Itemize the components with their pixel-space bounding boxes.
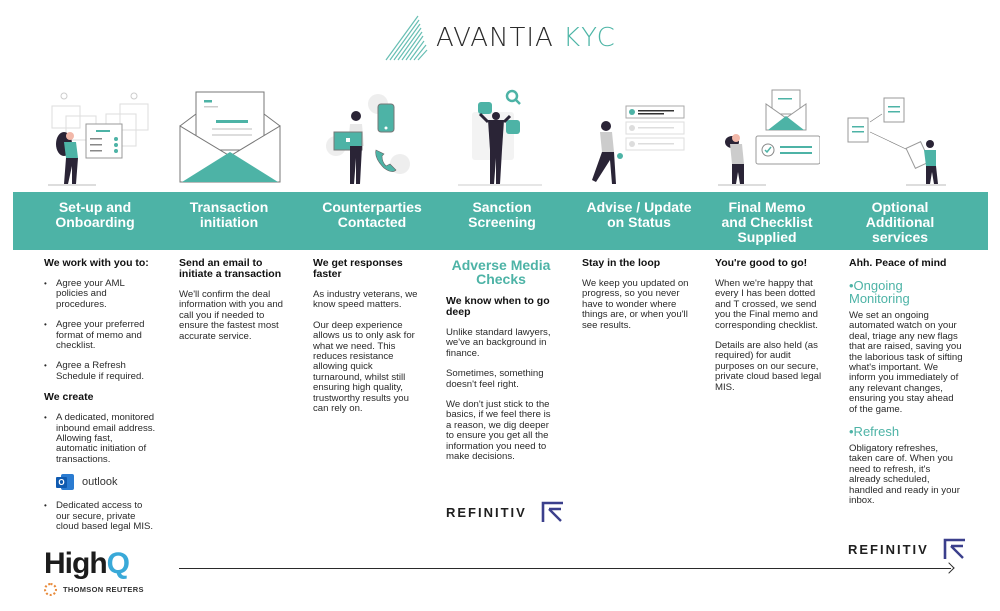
col3-paragraph: Our deep experience allows us to only ask for what we need. This reduces resistance allowing quick turnaround, whilst still ensuring high quality, trustworthy results you can rely on. — [313, 319, 415, 415]
counterparties-illustration — [326, 86, 412, 186]
column-counterparties — [313, 258, 423, 424]
col1-bullet-list3 — [44, 501, 156, 532]
highq-wordmark: HighQ — [44, 547, 129, 580]
col7-heading: Ahh. Peace of mind — [849, 257, 947, 269]
col6-heading: You're good to go! — [715, 257, 808, 269]
ongoing-monitoring-heading: •Ongoing Monitoring — [849, 278, 910, 306]
col1-bullet-list — [44, 279, 156, 382]
column-transaction-initiation — [179, 258, 291, 352]
arrow-right-icon — [943, 562, 954, 573]
email-envelope-illustration — [178, 86, 282, 186]
col5-paragraph: We keep you updated on progress, so you never have to wonder where things are, or when you'll see results. — [582, 278, 689, 331]
refinitiv-icon — [541, 501, 565, 523]
column-sanction-screening — [446, 258, 556, 472]
refinitiv-logo-sanction: REFINITIV — [446, 501, 565, 523]
col5-heading: Stay in the loop — [582, 257, 661, 269]
col6-paragraph: Details are also held (as required) for audit purposes on our secure, private cloud based legal MIS. — [715, 340, 822, 393]
col2-paragraph: We'll confirm the deal information with you and call you if needed to ensure the fastest most accurate service. — [179, 289, 283, 342]
step-title-counterparties-contacted: Counterparties Contacted — [322, 199, 422, 230]
list-item: • Agree your AML policies and procedures. — [44, 279, 156, 310]
list-item: • Agree your preferred format of memo and checklist. — [44, 320, 156, 351]
outlook-label: outlook — [82, 476, 118, 489]
column-advise-update — [582, 258, 694, 341]
column-final-memo — [715, 258, 827, 403]
list-item: • Agree a Refresh Schedule if required. — [44, 361, 156, 382]
refresh-heading: •Refresh — [849, 424, 900, 440]
outlook-badge — [56, 473, 156, 491]
outlook-icon: O — [56, 473, 74, 491]
col7-paragraph: Obligatory refreshes, taken care of. When you need to refresh, it's already scheduled, handled and ready in your inbox. — [849, 443, 960, 507]
col1-heading: We work with you to: — [44, 257, 149, 269]
col4-heading: We know when to go deep — [446, 295, 550, 318]
optional-services-illustration — [846, 86, 946, 186]
col1-heading2: We create — [44, 391, 94, 404]
col6-paragraph: When we're happy that every I has been dotted and T crossed, we send you the Final memo and corresponding checklist. — [715, 278, 818, 331]
avantia-kyc-logo — [380, 14, 616, 62]
col3-paragraph: As industry veterans, we know speed matters. — [313, 289, 418, 311]
logo-triangle-icon — [380, 14, 432, 62]
refinitiv-logo-optional: REFINITIV — [848, 538, 967, 560]
column-optional-services — [849, 258, 964, 517]
logo-text: AVANTIA KYC — [436, 23, 616, 53]
timeline-arrow-line — [179, 568, 951, 569]
step-title-transaction-initiation: Transaction initiation — [189, 199, 269, 230]
sanction-screening-illustration — [458, 86, 542, 186]
step-title-final-memo: Final Memo and Checklist Supplied — [721, 199, 813, 245]
thomson-reuters-logo: THOMSON REUTERS — [44, 583, 144, 596]
adverse-media-checks-heading: Adverse Media Checks — [451, 257, 551, 287]
highq-logo — [44, 548, 144, 596]
col4-paragraph: Unlike standard lawyers, we've an background in finance. — [446, 327, 551, 359]
step-title-sanction-screening: Sanction Screening — [468, 199, 536, 230]
col2-heading: Send an email to initiate a transaction — [179, 257, 282, 280]
col4-paragraph: Sometimes, something doesn't feel right. — [446, 368, 544, 390]
step-title-optional-services: Optional Additional services — [865, 199, 935, 245]
final-memo-illustration — [716, 86, 820, 186]
column-setup-onboarding — [44, 258, 156, 543]
onboarding-illustration — [44, 86, 154, 186]
list-item: • Dedicated access to our secure, private cloud based legal MIS. — [44, 501, 156, 532]
refinitiv-icon — [943, 538, 967, 560]
col4-paragraph: We don't just stick to the basics, if we feel there is a reason, we dig deeper to ensure you get all the information you need to make decisions. — [446, 399, 551, 463]
col7-paragraph: We set an ongoing automated watch on your deal, triage any new flags that are raised, saving you the laborious task of sifting what's important. We inform you immediately of any relevant changes, ensuring you stay ahead of the game. — [849, 310, 963, 415]
col1-bullet-list2 — [44, 413, 156, 465]
thomson-reuters-icon — [44, 583, 57, 596]
status-update-illustration — [582, 86, 686, 186]
step-title-setup-onboarding: Set-up and Onboarding — [55, 199, 135, 230]
list-item: • A dedicated, monitored inbound email address. Allowing fast, automatic initiation of transactions. — [44, 413, 156, 465]
col3-heading: We get responses faster — [313, 257, 403, 280]
step-title-advise-update: Advise / Update on Status — [586, 199, 692, 230]
